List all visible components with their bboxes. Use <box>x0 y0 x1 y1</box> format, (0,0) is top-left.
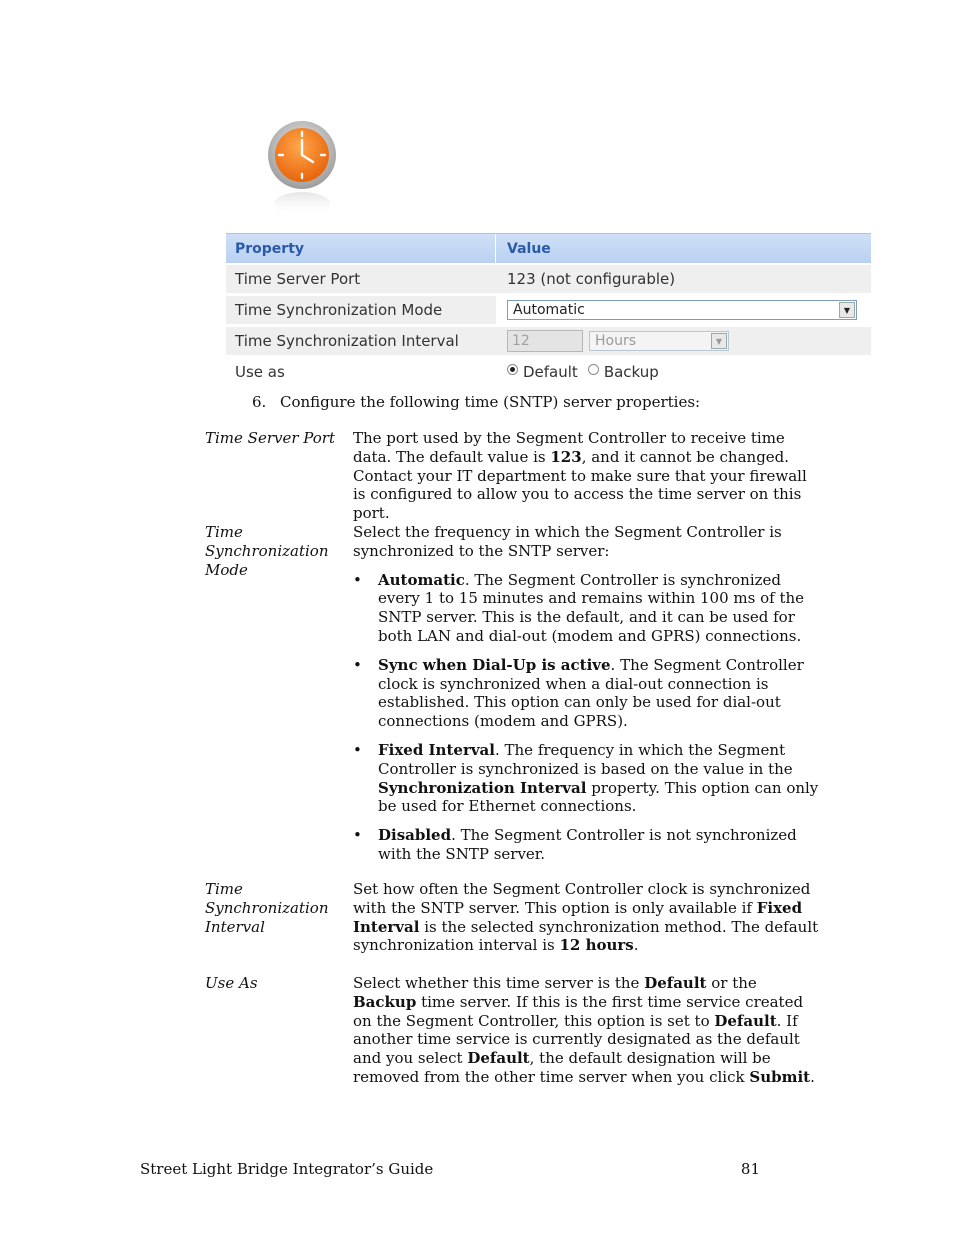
radio-default-label: Default <box>523 363 578 381</box>
chevron-down-icon[interactable]: ▼ <box>839 302 855 318</box>
definition-time-sync-mode <box>205 523 825 874</box>
bold-text: Default <box>467 1049 530 1068</box>
bold-text: Disabled <box>378 826 452 845</box>
table-row <box>226 358 871 386</box>
bold-text: Automatic <box>378 570 465 589</box>
row-label: Time Synchronization Mode <box>226 296 496 324</box>
radio-backup-label: Backup <box>603 363 659 381</box>
text: time server. If this is the first time service created on the Segment Controller, this option is set to <box>353 992 804 1030</box>
property-table <box>226 233 871 389</box>
radio-unselected-icon[interactable] <box>588 364 599 375</box>
text: . <box>633 936 639 955</box>
radio-backup[interactable] <box>588 363 659 381</box>
bold-text: Fixed Interval <box>353 898 803 936</box>
text: Select whether this time server is the <box>353 974 645 992</box>
table-row <box>226 296 871 324</box>
clock-icon <box>262 116 344 220</box>
definition-term: Time Server Port <box>205 429 335 447</box>
header-value: Value <box>507 240 551 257</box>
interval-input[interactable]: 12 <box>507 330 583 352</box>
table-header <box>226 233 871 263</box>
page-number: 81 <box>740 1160 760 1178</box>
text: property. This option can only be used for Ethernet connections. <box>378 778 819 816</box>
sync-mode-select[interactable] <box>507 300 857 320</box>
footer-title: Street Light Bridge Integrator’s Guide <box>140 1160 434 1178</box>
definition-time-sync-interval <box>205 880 825 955</box>
definition-use-as <box>205 974 825 1087</box>
text: is the selected synchronization method. The default synchronization interval is <box>353 917 819 955</box>
interval-unit-value: Hours <box>595 333 637 349</box>
text: The port used by the Segment Controller to receive time data. The default value is <box>353 429 785 466</box>
list-item <box>353 571 821 646</box>
text: Set how often the Segment Controller clock is synchronized with the SNTP server. This option is only available if <box>353 880 811 917</box>
row-label: Use as <box>235 363 285 381</box>
page-footer <box>140 1160 760 1178</box>
bold-text: Synchronization Interval <box>378 778 587 797</box>
list-item <box>353 826 821 864</box>
step-instruction <box>252 393 700 411</box>
bold-text: Backup <box>353 992 417 1011</box>
bold-text: Default <box>644 974 707 992</box>
text: , the default designation will be removed from the other time server when you click <box>353 1049 771 1086</box>
step-text: Configure the following time (SNTP) server properties: <box>280 393 701 411</box>
definition-term: Time Synchronization Mode <box>205 523 329 579</box>
text: . The Segment Controller is not synchronized with the SNTP server. <box>378 826 797 863</box>
chevron-down-icon[interactable]: ▼ <box>711 333 727 349</box>
text: . The frequency in which the Segment Controller is synchronized is based on the value in the <box>378 740 793 778</box>
bold-text: Fixed Interval <box>378 740 495 759</box>
step-number: 6. <box>252 393 267 411</box>
header-property: Property <box>226 234 496 263</box>
text: , and it cannot be changed. Contact your IT department to make sure that your firewall is configured to allow you to access the time server on this port. <box>353 447 807 523</box>
sync-mode-value: Automatic <box>513 302 585 318</box>
definition-description <box>353 523 821 874</box>
definition-term: Time Synchronization Interval <box>205 880 329 936</box>
text: . The Segment Controller clock is synchronized when a dial-out connection is established. This option can only be used for dial-out connections (modem and GPRS). <box>378 655 804 731</box>
radio-default[interactable] <box>507 363 578 381</box>
radio-selected-icon[interactable] <box>507 364 518 375</box>
bold-text: 12 hours <box>559 936 634 955</box>
text: . If another time service is currently designated as the default and you select <box>353 1011 800 1068</box>
row-value: 123 (not configurable) <box>507 270 676 288</box>
row-value-cell <box>496 363 871 381</box>
definition-description <box>353 974 821 1087</box>
definition-time-server-port <box>205 429 825 523</box>
row-value-cell <box>496 300 871 320</box>
table-row <box>226 327 871 355</box>
list-item <box>353 656 821 731</box>
text: . The Segment Controller is synchronized every 1 to 15 minutes and remains within 100 ms of the SNTP server. This is the default, and it can be used for both LAN and dial-out (modem and GPRS) connections. <box>378 570 805 645</box>
bold-text: Submit <box>749 1067 811 1086</box>
row-label: Time Synchronization Interval <box>235 332 459 350</box>
definition-description <box>353 429 821 523</box>
bold-text: 123 <box>550 447 582 466</box>
row-value-cell <box>496 330 871 352</box>
definition-term: Use As <box>205 974 258 992</box>
text: or the <box>706 974 757 992</box>
interval-unit-select[interactable] <box>589 331 729 351</box>
text: . <box>810 1067 815 1086</box>
row-label: Time Server Port <box>235 270 361 288</box>
option-list <box>353 571 821 864</box>
list-item <box>353 741 821 816</box>
bold-text: Sync when Dial-Up is active <box>378 655 611 674</box>
definition-description <box>353 880 821 955</box>
table-row <box>226 265 871 293</box>
bold-text: Default <box>714 1011 777 1030</box>
definition-intro: Select the frequency in which the Segment Controller is synchronized to the SNTP server: <box>353 523 782 560</box>
